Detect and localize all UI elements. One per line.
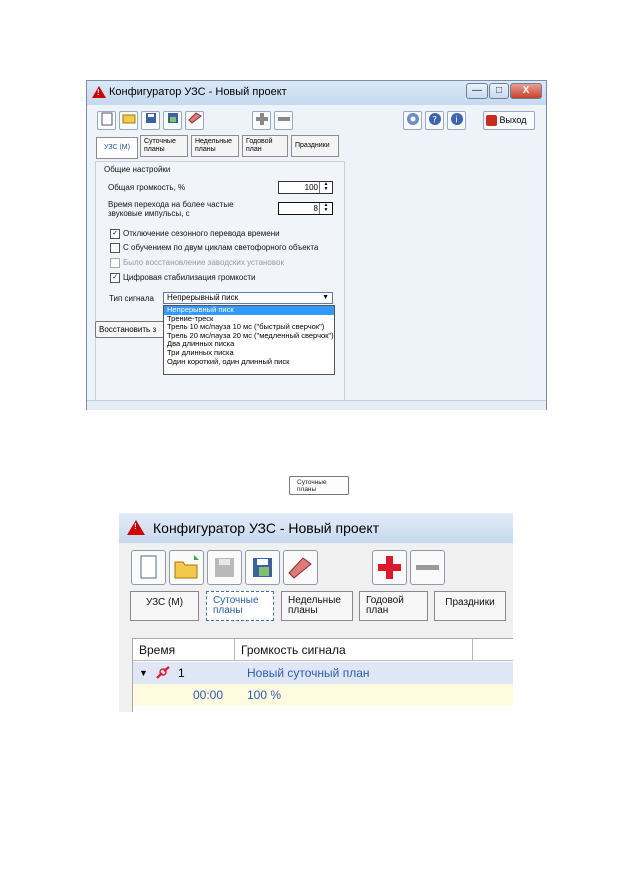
signal-type-label: Тип сигнала	[109, 294, 154, 303]
power-icon	[486, 115, 497, 126]
minimize-button[interactable]: —	[466, 83, 488, 99]
add-icon[interactable]	[252, 111, 271, 130]
daily-plans-button-sample[interactable]	[289, 476, 349, 495]
eraser-icon[interactable]	[185, 111, 204, 130]
transition-value: 8	[313, 204, 318, 213]
add-icon[interactable]	[372, 550, 407, 585]
warning-icon	[92, 86, 106, 98]
plan-number: 1	[178, 666, 185, 680]
open-folder-icon[interactable]	[119, 111, 138, 130]
tab-weekly-plans[interactable]: Недельные планы	[281, 591, 353, 621]
chevron-down-icon[interactable]: ▼	[322, 294, 329, 301]
configurator-window-2	[119, 513, 513, 712]
spin-arrows-icon[interactable]: ▲ ▼	[319, 182, 332, 193]
seasonal-time-label: Отключение сезонного перевода времени	[123, 229, 280, 238]
signal-type-select[interactable]	[163, 292, 333, 304]
dropdown-option[interactable]: Два длинных писка	[167, 339, 235, 349]
dropdown-option[interactable]: Трение-треск	[167, 313, 214, 323]
broken-link-icon	[155, 666, 171, 680]
restore-button[interactable]: Восстановить з	[95, 321, 165, 338]
dropdown-option[interactable]: Трель 20 мс/пауза 20 мс ("медленный сверчок")	[167, 330, 334, 340]
entry-volume: 100 %	[247, 688, 282, 702]
plan-name: Новый суточный план	[247, 666, 370, 680]
open-folder-icon[interactable]	[169, 550, 204, 585]
factory-reset-label: Было восстановление заводских установок	[123, 258, 284, 267]
warning-icon	[127, 520, 145, 535]
help-icon[interactable]	[425, 111, 444, 130]
volume-stabilization-label: Цифровая стабилизация громкости	[123, 273, 256, 282]
tab-uzs[interactable]: УЗС (М)	[96, 137, 138, 159]
maximize-button[interactable]: □	[489, 83, 509, 99]
tab-holidays[interactable]: Праздники	[434, 591, 506, 621]
collapse-arrow-icon[interactable]: ▼	[139, 668, 148, 678]
title-bar	[119, 513, 513, 543]
table-row[interactable]	[133, 662, 513, 684]
signal-type-dropdown[interactable]	[163, 305, 335, 375]
general-settings-heading: Общие настройки	[104, 165, 171, 174]
tab-daily-plans[interactable]: Суточные планы	[206, 591, 274, 621]
window-title: Конфигуратор УЗС - Новый проект	[153, 520, 380, 536]
volume-stabilization-checkbox[interactable]: ✓	[110, 273, 120, 283]
column-header-volume[interactable]: Громкость сигнала	[235, 639, 473, 661]
tab-yearly-plan[interactable]: Годовой план	[359, 591, 428, 621]
tab-yearly-plan[interactable]: Годовой план	[242, 135, 288, 157]
new-file-icon[interactable]	[97, 111, 116, 130]
save-icon[interactable]	[141, 111, 160, 130]
new-file-icon[interactable]	[131, 550, 166, 585]
volume-label: Общая громкость, %	[108, 183, 186, 192]
exit-button[interactable]	[483, 111, 535, 130]
mini-button-line2: планы	[297, 486, 317, 493]
status-bar	[87, 400, 546, 410]
two-cycle-checkbox[interactable]	[110, 243, 120, 253]
factory-reset-checkbox	[110, 258, 120, 268]
tab-weekly-plans[interactable]: Недельные планы	[191, 135, 239, 157]
transition-stepper[interactable]	[278, 202, 333, 215]
tab-daily-plans[interactable]: Суточные планы	[140, 135, 188, 157]
mini-button-line1: Суточные	[297, 479, 327, 486]
window-title: Конфигуратор УЗС - Новый проект	[109, 86, 287, 98]
tab-uzs[interactable]: УЗС (М)	[130, 591, 199, 621]
info-icon[interactable]	[447, 111, 466, 130]
seasonal-time-checkbox[interactable]: ✓	[110, 229, 120, 239]
spin-arrows-icon[interactable]: ▲ ▼	[319, 203, 332, 214]
settings-icon[interactable]	[403, 111, 422, 130]
title-bar	[87, 81, 546, 105]
eraser-icon[interactable]	[283, 550, 318, 585]
dropdown-option[interactable]: Один короткий, один длинный писк	[167, 356, 290, 366]
column-header-blank	[473, 639, 513, 661]
dropdown-option[interactable]: Три длинных писка	[167, 347, 234, 357]
dropdown-option[interactable]: Трель 10 мс/пауза 10 мс ("быстрый сверчок")	[167, 322, 325, 332]
daily-plans-table	[132, 638, 513, 712]
exit-label: Выход	[499, 115, 527, 125]
save-as-icon[interactable]	[245, 550, 280, 585]
column-header-time[interactable]: Время	[133, 639, 235, 661]
remove-icon[interactable]	[274, 111, 293, 130]
svg-text:i: i	[454, 115, 458, 126]
dropdown-option[interactable]: Непрерывный писк	[164, 306, 334, 315]
close-button[interactable]: X	[510, 83, 542, 99]
save-icon[interactable]	[207, 550, 242, 585]
save-as-icon[interactable]	[163, 111, 182, 130]
entry-time: 00:00	[193, 688, 224, 702]
transition-label-line2: звуковые импульсы, с	[108, 209, 190, 218]
table-row[interactable]	[133, 684, 513, 706]
svg-text:?: ?	[431, 115, 437, 126]
signal-type-value: Непрерывный писк	[167, 293, 239, 302]
volume-stepper[interactable]	[278, 181, 333, 194]
two-cycle-label: С обучением по двум циклам светофорного объекта	[123, 243, 319, 252]
volume-value: 100	[304, 183, 318, 192]
transition-label-line1: Время перехода на более частые	[108, 200, 234, 209]
tab-holidays[interactable]: Праздники	[291, 135, 339, 157]
remove-icon[interactable]	[410, 550, 445, 585]
